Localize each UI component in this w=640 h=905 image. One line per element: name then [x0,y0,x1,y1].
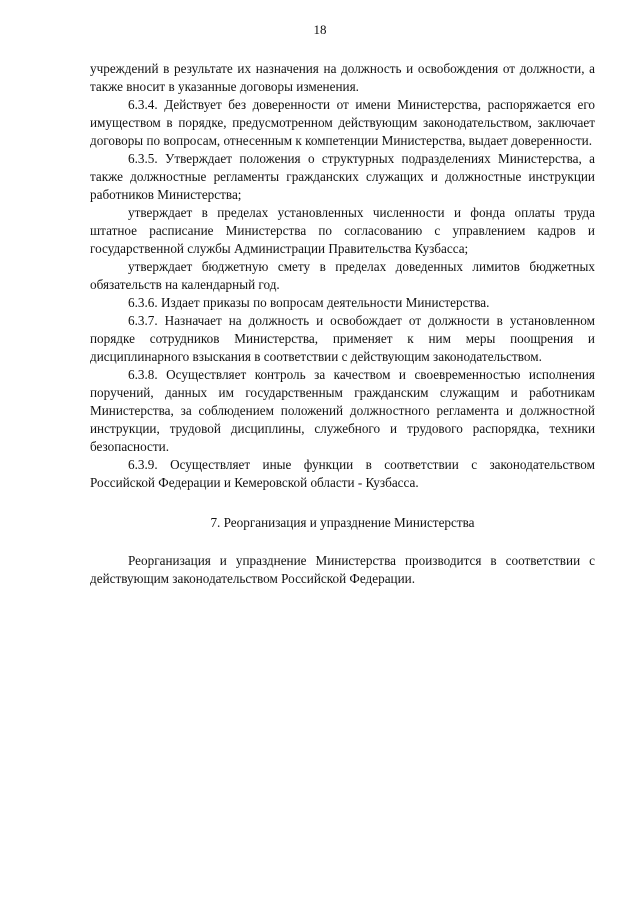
section-paragraph: Реорганизация и упразднение Министерства производится в соответствии с действующим законодательством Российской Федерации. [90,553,595,586]
document-body [90,60,595,588]
paragraph-6-3-4: 6.3.4. Действует без доверенности от имени Министерства, распоряжается его имуществом в порядке, предусмотренном действующим законодательством, заключает договоры по вопросам, отнесенным к компетенции Министерства, выдает доверенности. [90,97,595,148]
paragraph-6-3-8: 6.3.8. Осуществляет контроль за качеством и своевременностью исполнения поручений, данных им государственным гражданским служащим и работникам Министерства, за соблюдением положений должностного регламента и должностной инструкции, трудовой дисциплины, служебного и трудового распорядка, техники безопасности. [90,367,595,454]
paragraph-6-3-9: 6.3.9. Осуществляет иные функции в соответствии с законодательством Российской Федерации и Кемеровской области - Кузбасса. [90,457,595,490]
section-heading: 7. Реорганизация и упразднение Министерства [210,515,475,530]
paragraph-staffing: утверждает в пределах установленных численности и фонда оплаты труда штатное расписание Министерства по согласованию с управлением кадров и государственной службы Администрации Правительства Кузбасса; [90,205,595,256]
paragraph-budget: утверждает бюджетную смету в пределах доведенных лимитов бюджетных обязательств на календарный год. [90,259,595,292]
page-number: 18 [313,22,327,37]
paragraph-continuation: учреждений в результате их назначения на должность и освобождения от должности, а также вносит в указанные договоры изменения. [90,61,595,94]
paragraph-6-3-7: 6.3.7. Назначает на должность и освобождает от должности в установленном порядке сотрудников Министерства, применяет к ним меры поощрения и дисциплинарного взыскания в соответствии с действующим законодательством. [90,313,595,364]
paragraph-6-3-5: 6.3.5. Утверждает положения о структурных подразделениях Министерства, а также должностные регламенты гражданских служащих и должностные инструкции работников Министерства; [90,151,595,202]
paragraph-6-3-6: 6.3.6. Издает приказы по вопросам деятельности Министерства. [128,295,490,310]
